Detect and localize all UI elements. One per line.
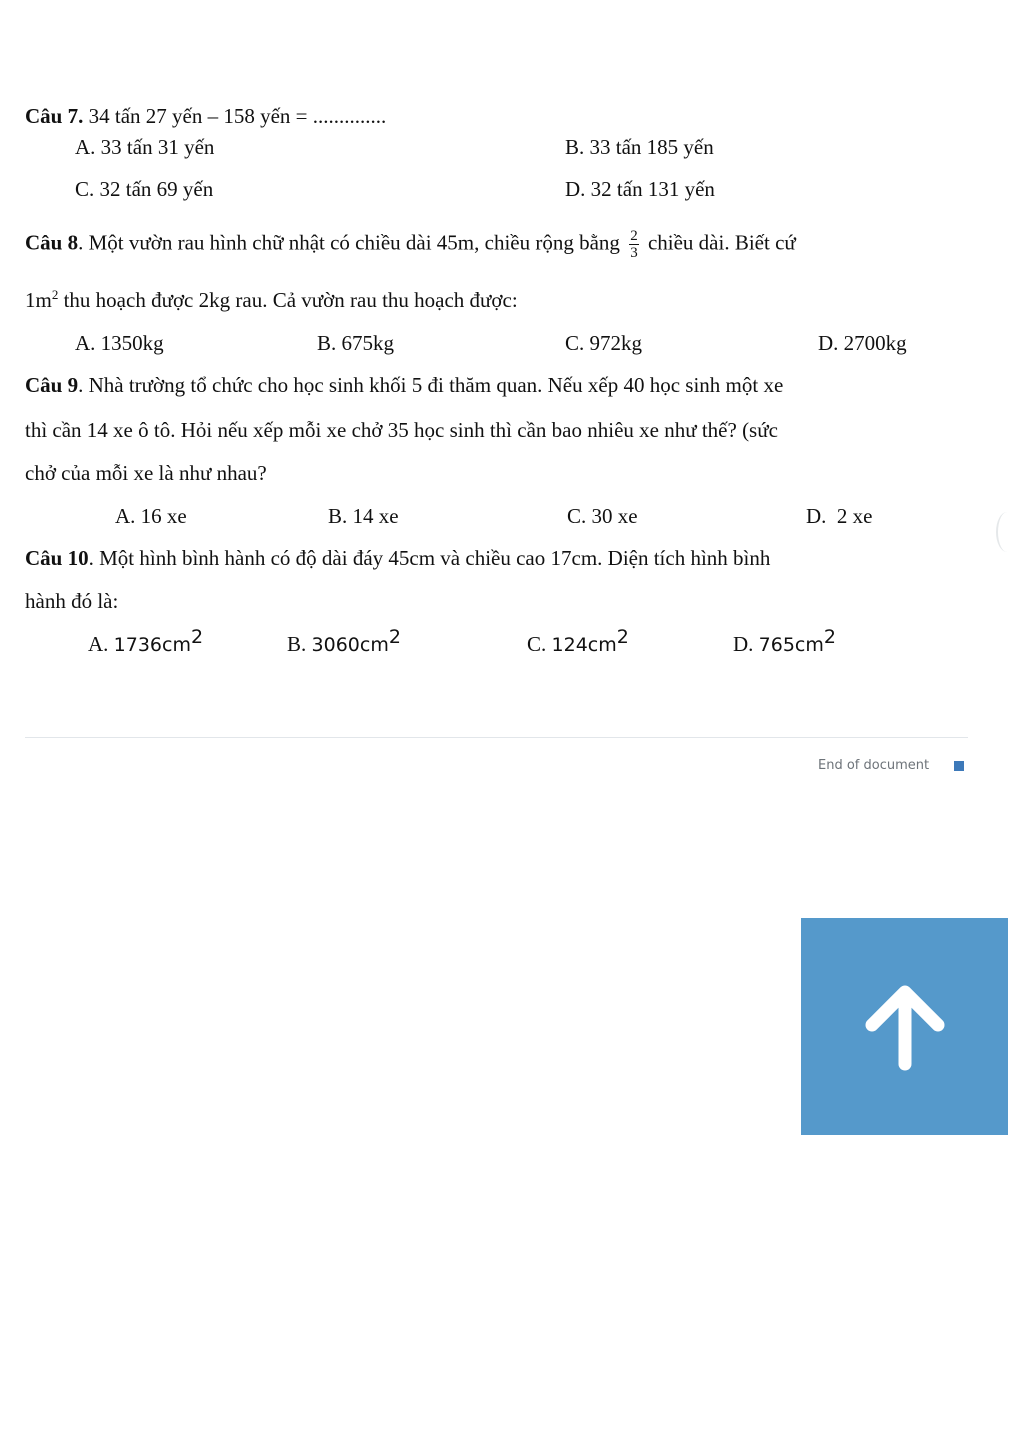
page-edge-decoration bbox=[996, 512, 1018, 552]
option-d: D. 32 tấn 131 yến bbox=[565, 177, 715, 201]
option-c: C. 32 tấn 69 yến bbox=[75, 177, 214, 201]
question-text-continued: chiều dài. Biết cứ bbox=[647, 230, 796, 255]
question-8-line-2 bbox=[25, 288, 518, 313]
question-label: Câu 8 bbox=[25, 230, 79, 255]
option-value: 1736cm bbox=[113, 634, 191, 656]
option-prefix: D. bbox=[733, 632, 759, 656]
option-a: A. 1350kg bbox=[75, 331, 164, 355]
arrow-up-icon bbox=[801, 918, 1008, 1135]
option-a: A. 16 xe bbox=[115, 504, 187, 528]
option-a bbox=[88, 626, 204, 657]
question-text: . Một vườn rau hình chữ nhật có chiều dài 45m, chiều rộng bằng bbox=[78, 230, 620, 255]
question-text: 34 tấn 27 yến – 158 yến = .............. bbox=[88, 104, 387, 128]
option-d: D. 2700kg bbox=[818, 331, 907, 355]
question-10-line-2: hành đó là: bbox=[25, 589, 119, 613]
option-value: 765cm bbox=[758, 634, 824, 656]
question-text: . Một hình bình hành có độ dài đáy 45cm và chiều cao 17cm. Diện tích hình bình bbox=[88, 546, 771, 570]
option-b: B. 33 tấn 185 yến bbox=[565, 135, 714, 159]
superscript: 2 bbox=[388, 626, 401, 648]
question-9-line-2: thì cần 14 xe ô tô. Hỏi nếu xếp mỗi xe chở 35 học sinh thì cần bao nhiêu xe như thế? (sức bbox=[25, 418, 778, 442]
superscript: 2 bbox=[823, 626, 836, 648]
option-value: 124cm bbox=[551, 634, 617, 656]
question-text: thu hoạch được 2kg rau. Cả vườn rau thu hoạch được: bbox=[58, 288, 518, 312]
option-value: 3060cm bbox=[311, 634, 389, 656]
question-8 bbox=[25, 228, 796, 261]
end-marker-icon bbox=[954, 761, 964, 771]
superscript: 2 bbox=[51, 287, 59, 302]
option-b: B. 675kg bbox=[317, 331, 395, 355]
question-text: . Nhà trường tổ chức cho học sinh khối 5 đi thăm quan. Nếu xếp 40 học sinh một xe bbox=[78, 373, 784, 397]
fraction bbox=[629, 228, 639, 261]
option-prefix: A. bbox=[88, 632, 114, 656]
option-d: D. 2 xe bbox=[806, 504, 873, 528]
question-10 bbox=[25, 546, 770, 571]
question-7 bbox=[25, 104, 386, 129]
question-9-line-3: chở của mỗi xe là như nhau? bbox=[25, 461, 267, 485]
question-label: Câu 9 bbox=[25, 373, 79, 397]
option-d bbox=[733, 626, 836, 657]
question-label: Câu 7. bbox=[25, 104, 84, 128]
option-a: A. 33 tấn 31 yến bbox=[75, 135, 215, 159]
option-c: C. 30 xe bbox=[567, 504, 638, 528]
scroll-to-top-button[interactable] bbox=[801, 918, 1008, 1135]
option-c: C. 972kg bbox=[565, 331, 643, 355]
area-unit: 1m bbox=[25, 288, 52, 312]
option-prefix: B. bbox=[287, 632, 312, 656]
question-label: Câu 10 bbox=[25, 546, 89, 570]
fraction-denominator: 3 bbox=[630, 245, 638, 261]
divider bbox=[25, 737, 968, 738]
superscript: 2 bbox=[190, 626, 204, 648]
question-9 bbox=[25, 373, 783, 398]
option-prefix: C. bbox=[527, 632, 552, 656]
end-of-document-label: End of document bbox=[818, 758, 930, 773]
option-b: B. 14 xe bbox=[328, 504, 399, 528]
fraction-numerator: 2 bbox=[630, 228, 638, 244]
superscript: 2 bbox=[616, 626, 629, 648]
option-c bbox=[527, 626, 629, 657]
option-b bbox=[287, 626, 401, 657]
